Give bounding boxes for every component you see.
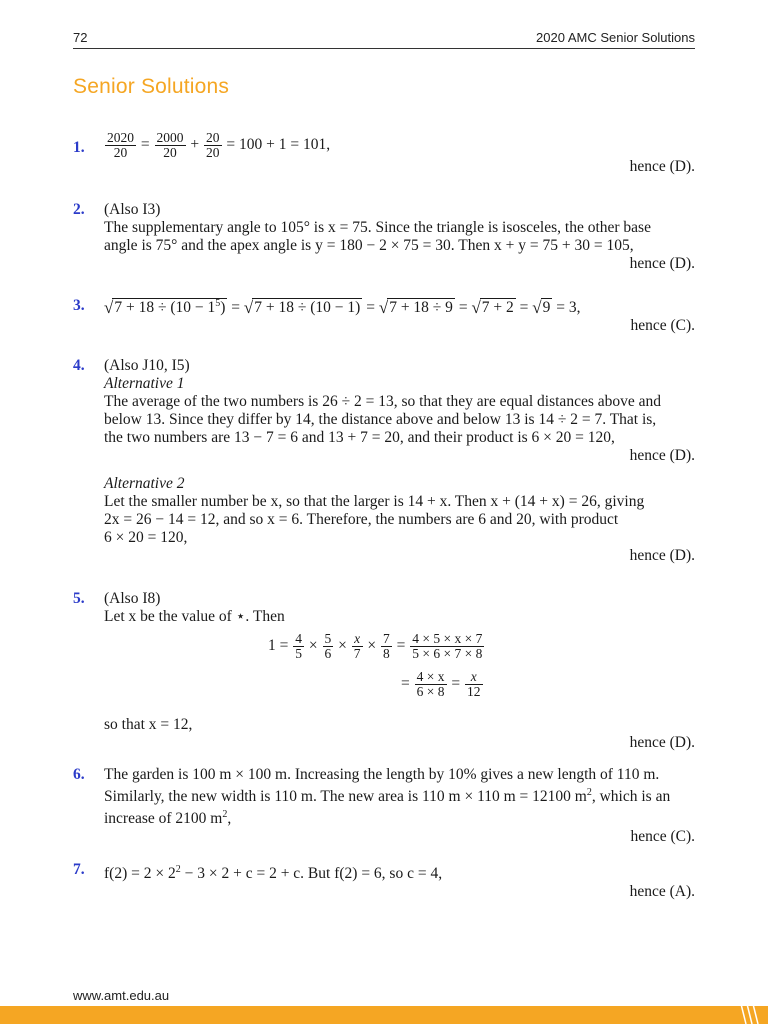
answer-line: hence (C). xyxy=(630,828,695,846)
text-line: Let the smaller number be x, so that the larger is 14 + x. Then x + (14 + x) = 26, giving xyxy=(104,493,645,510)
text-line: 6 × 20 = 120, xyxy=(104,529,188,546)
problem-3 xyxy=(73,295,695,335)
problem-2 xyxy=(73,201,695,271)
problem-4 xyxy=(73,357,695,567)
text-line: so that x = 12, xyxy=(104,716,193,733)
page-number: 72 xyxy=(73,30,88,45)
equation-line: = $\frac{4 \times x}{6 \times 8}$ = $\frac{x}{12}$ xyxy=(401,669,481,699)
footer-url: www.amt.edu.au xyxy=(73,988,170,1003)
problem-7 xyxy=(73,861,695,901)
problem-6 xyxy=(73,766,695,846)
page-title: Senior Solutions xyxy=(73,75,230,98)
text-line: Similarly, the new width is 110 m. The new area is 110 m × 110 m = 12100 $m^2$, which is an xyxy=(104,787,671,806)
also-reference: (Also I8) xyxy=(104,590,161,607)
problem-5 xyxy=(73,590,695,751)
problem-number: 3. xyxy=(73,297,85,314)
answer-line: hence (D). xyxy=(629,547,695,564)
problem-body xyxy=(104,357,695,565)
page-header xyxy=(73,30,695,49)
text-line: $f(2) = 2 \times 2^2 - 3 \times 2 + c = 2 + c$. But f(2) = 6, so c = 4, xyxy=(104,864,443,883)
square-root: √9 xyxy=(532,298,551,318)
problem-body xyxy=(104,861,695,901)
problem-number: 4. xyxy=(73,357,85,374)
fraction: $\frac{2020}{20}$ xyxy=(107,130,134,160)
text-line: increase of 2100 $m^2$, xyxy=(104,809,232,828)
problem-number: 1. xyxy=(73,139,85,156)
answer-line: hence (D). xyxy=(629,447,695,464)
answer-line: hence (D). xyxy=(629,255,695,272)
text-line: angle is 75° and the apex angle is y = 180 − 2 × 75 = 30. Then x + y = 75 + 30 = 105, xyxy=(104,237,634,254)
problem-1 xyxy=(73,131,695,181)
problem-body xyxy=(104,131,695,176)
running-title: 2020 AMC Senior Solutions xyxy=(536,30,695,45)
footer-stripes-icon xyxy=(736,1000,760,1024)
problem-number: 6. xyxy=(73,766,85,783)
problem-number: 7. xyxy=(73,861,85,878)
problem-body xyxy=(104,201,695,273)
text-line: The garden is 100 m × 100 m. Increasing the length by 10% gives a new length of 110 m. xyxy=(104,766,660,783)
text-line: below 13. Since they differ by 14, the distance above and below 13 is 14 ÷ 2 = 7. That is, xyxy=(104,411,657,428)
also-reference: (Also J10, I5) xyxy=(104,357,190,374)
alternative-label: Alternative 1 xyxy=(104,375,185,392)
fraction: $\frac{20}{20}$ xyxy=(206,130,220,160)
problem-number: 2. xyxy=(73,201,85,218)
equation-block xyxy=(104,626,695,704)
alternative-label: Alternative 2 xyxy=(104,475,185,492)
text-line: Let x be the value of ⋆. Then xyxy=(104,608,285,625)
answer-line: hence (C). xyxy=(630,317,695,335)
answer-line: hence (D). xyxy=(629,158,695,175)
square-root: √7 + 2 xyxy=(471,298,514,318)
equation-line: $√7 + 18 \div (10 - 1^5) = √7 + 18 \div (10 - 1) = √7 + 18 \div 9 = √7 + 2 = √9 = 3$, xyxy=(104,295,695,317)
fraction: $\frac{2000}{20}$ xyxy=(156,130,184,160)
text-line: The supplementary angle to 105° is x = 75. Since the triangle is isosceles, the other base xyxy=(104,219,651,236)
also-reference: (Also I3) xyxy=(104,201,161,218)
equation-line: 1 = $\frac{4}{5}$ × $\frac{5}{6}$ × $\frac{x}{7}$ × $\frac{7}{8}$ = $\frac{4 \times 5 \times x \times 7}{5 \times 6 \times 7 \times 8}$ xyxy=(268,631,483,661)
answer-line: hence (D). xyxy=(629,734,695,751)
problem-number: 5. xyxy=(73,590,85,607)
square-root: $√7 + 18 \div (10 - 1^5)$ xyxy=(104,298,226,318)
answer-line: hence (A). xyxy=(629,883,695,901)
equation-line: $\frac{2020}{20}$ = $\frac{2000}{20}$ + $\frac{20}{20}$ = 100 + 1 = 101, xyxy=(107,130,331,160)
square-root: √7 + 18 ÷ (10 − 1) xyxy=(243,298,361,318)
text-line: 2x = 26 − 14 = 12, and so x = 6. Therefore, the numbers are 6 and 20, with product xyxy=(104,511,619,528)
problem-body xyxy=(104,590,695,752)
text-line: the two numbers are 13 − 7 = 6 and 13 + 7 = 20, and their product is 6 × 20 = 120, xyxy=(104,429,615,446)
problem-body xyxy=(104,295,695,335)
text-line: The average of the two numbers is 26 ÷ 2 = 13, so that they are equal distances above and xyxy=(104,393,661,410)
square-root: √7 + 18 ÷ 9 xyxy=(378,298,453,318)
problem-body xyxy=(104,766,695,846)
footer-bar xyxy=(0,1006,768,1024)
